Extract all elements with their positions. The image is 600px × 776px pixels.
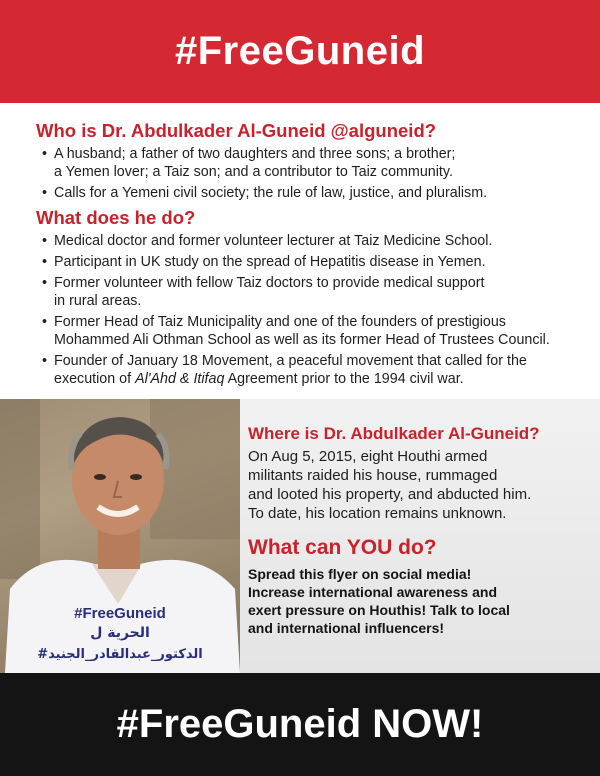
list-item: • Calls for a Yemeni civil society; the rule of law, justice, and pluralism. (36, 184, 576, 202)
what-does-title: What does he do? (36, 207, 196, 228)
who-list (36, 145, 576, 202)
footer-title: #FreeGuneid NOW! (116, 702, 484, 746)
where-text: On Aug 5, 2015, eight Houthi armed militants raided his house, rummaged and looted his property, and abducted him. To date, his location remains unknown. (248, 448, 532, 522)
photo-caption-arabic-2: #الدكتور_عبدالقادر_الجنيد (37, 647, 203, 662)
list-item: • Participant in UK study on the spread of Hepatitis disease in Yemen. (36, 253, 576, 271)
middle-panel (0, 399, 600, 673)
what-does-list (36, 232, 576, 388)
where-title: Where is Dr. Abdulkader Al-Guneid? (248, 424, 540, 443)
list-item: • A husband; a father of two daughters and three sons; a brother; a Yemen lover; a Taiz son; and a contributor to Taiz community. (36, 145, 576, 181)
photo-caption-arabic-1: الحرية ل (90, 625, 150, 641)
portrait-photo (0, 399, 240, 673)
photo-caption-hashtag: #FreeGuneid (74, 605, 166, 622)
action-title: What can YOU do? (248, 536, 437, 559)
action-text: Spread this flyer on social media! Increase international awareness and exert pressure on Houthis! Talk to local and international influencers! (248, 566, 510, 636)
info-column (248, 423, 588, 637)
header-title: #FreeGuneid (174, 29, 425, 73)
list-item: • Former volunteer with fellow Taiz doctors to provide medical support in rural areas. (36, 274, 576, 310)
who-title: Who is Dr. Abdulkader Al-Guneid @alguneid? (36, 120, 437, 141)
bio-section (36, 120, 576, 393)
header-banner (0, 0, 600, 103)
list-item: • Medical doctor and former volunteer lecturer at Taiz Medicine School. (36, 232, 576, 250)
list-item: • Founder of January 18 Movement, a peaceful movement that called for the execution of Al'Ahd & Itifaq Agreement prior to the 1994 civil war. (36, 352, 576, 388)
list-item: • Former Head of Taiz Municipality and one of the founders of prestigious Mohammed Ali Othman School as well as its former Head of Trustees Council. (36, 313, 576, 349)
footer-banner (0, 673, 600, 776)
